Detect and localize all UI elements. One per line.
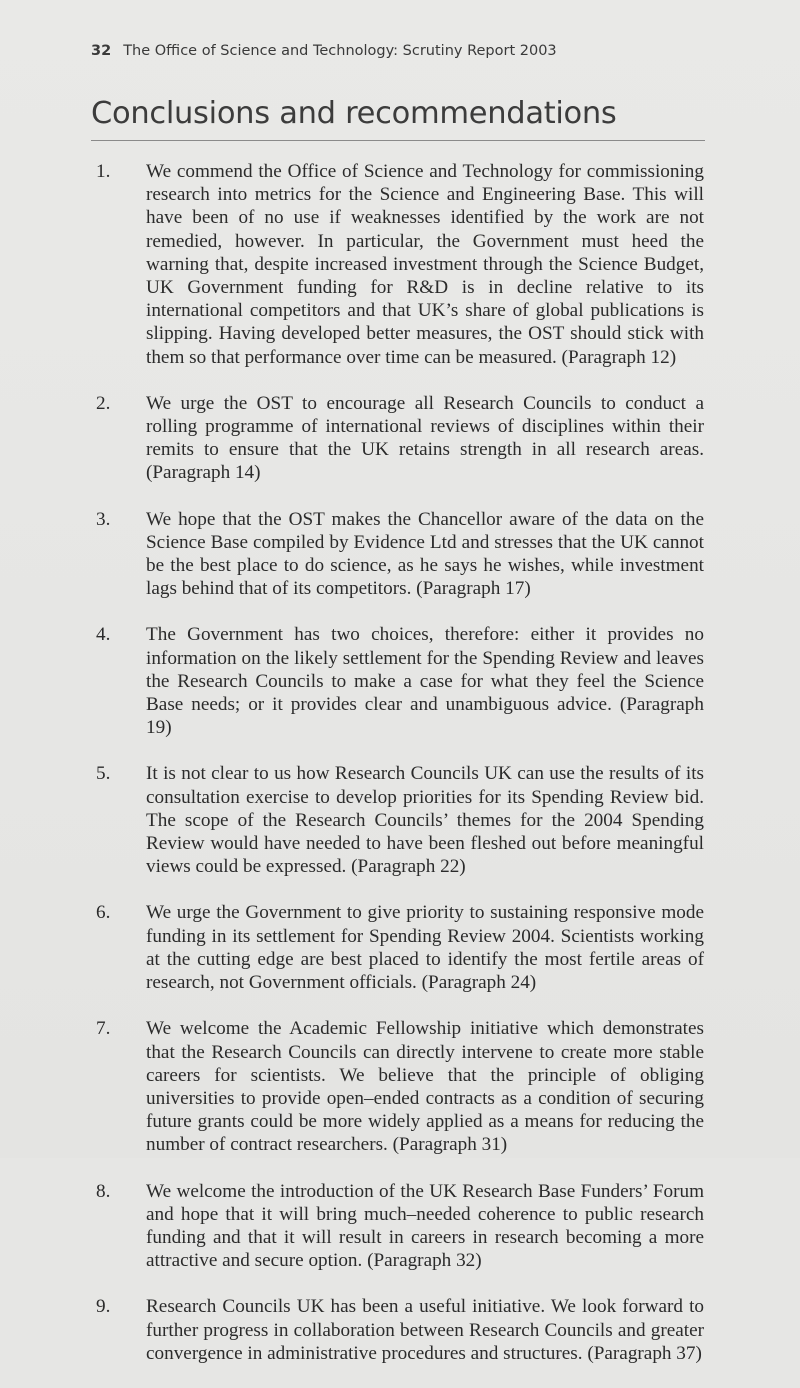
recommendation-item [96,508,704,601]
recommendation-number: 6. [96,902,111,924]
recommendation-item [96,762,704,878]
recommendation-item [96,160,704,369]
recommendation-number: 2. [96,392,111,414]
recommendation-number: 7. [96,1018,111,1040]
recommendation-item [96,623,704,739]
section-title: Conclusions and recommendations [91,96,617,131]
recommendation-number: 3. [96,508,111,530]
recommendation-number: 8. [96,1180,111,1202]
recommendation-number: 1. [96,161,111,182]
recommendation-text: We urge the Government to give priority to sustaining responsive mode funding in its settlement for Spending Review 2004. Scientists working at the cutting edge are best placed to identify the most fertile areas of research, not Government officials. (Paragraph 24) [146,902,704,994]
recommendations-list [96,160,704,1388]
recommendation-number: 5. [96,763,111,785]
recommendation-text: We hope that the OST makes the Chancellor aware of the data on the Science Base compiled by Evidence Ltd and stresses that the UK cannot be the best place to do science, as he says he wishes, while investment lags behind that of its competitors. (Paragraph 17) [146,508,704,600]
recommendation-text: The Government has two choices, therefore: either it provides no information on the likely settlement for the Spending Review and leaves the Research Councils to make a case for what they feel the Science Base needs; or it provides clear and unambiguous advice. (Paragraph 19) [146,624,704,739]
running-title: The Office of Science and Technology: Scrutiny Report 2003 [123,43,557,59]
title-divider [91,140,705,141]
recommendation-text: It is not clear to us how Research Councils UK can use the results of its consultation exercise to develop priorities for its Spending Review bid. The scope of the Research Councils’ themes for the 2004 Spending Review would have needed to have been fleshed out before meaningful views could be expressed. (Paragraph 22) [146,763,704,878]
recommendation-text: We urge the OST to encourage all Research Councils to conduct a rolling programme of international reviews of disciplines within their remits to ensure that the UK retains strength in all research areas. (Paragraph 14) [146,392,704,484]
recommendation-number: 9. [96,1296,111,1318]
page-number: 32 [91,43,112,59]
recommendation-text: We welcome the Academic Fellowship initiative which demonstrates that the Research Councils can directly intervene to create more stable careers for scientists. We believe that the principle of obliging universities to provide open–ended contracts as a condition of securing future grants could be more widely applied as a means for reducing the number of contract researchers. (Paragraph 31) [146,1018,704,1156]
recommendation-item [96,1017,704,1156]
recommendation-item [96,392,704,485]
recommendation-text: We commend the Office of Science and Technology for commissioning research into metrics for the Science and Engineering Base. This will have been of no use if weaknesses identified by the work are not remedied, however. In particular, the Government must heed the warning that, despite increased investment through the Science Budget, UK Government funding for R&D is in decline relative to its international competitors and that UK’s share of global publications is slipping. Having developed better measures, the OST should stick with them so that performance over time can be measured. (Paragraph 12) [146,161,704,368]
recommendation-text: Research Councils UK has been a useful initiative. We look forward to further progress in collaboration between Research Councils and greater convergence in administrative procedures and structures. (Paragraph 37) [146,1296,704,1364]
recommendation-text: We welcome the introduction of the UK Research Base Funders’ Forum and hope that it will bring much–needed coherence to public research funding and that it will result in careers in research becoming a more attractive and secure option. (Paragraph 32) [146,1180,704,1272]
running-header [91,43,557,59]
recommendation-item [96,1180,704,1273]
recommendation-item [96,901,704,994]
recommendation-item [96,1295,704,1365]
recommendation-number: 4. [96,624,111,646]
